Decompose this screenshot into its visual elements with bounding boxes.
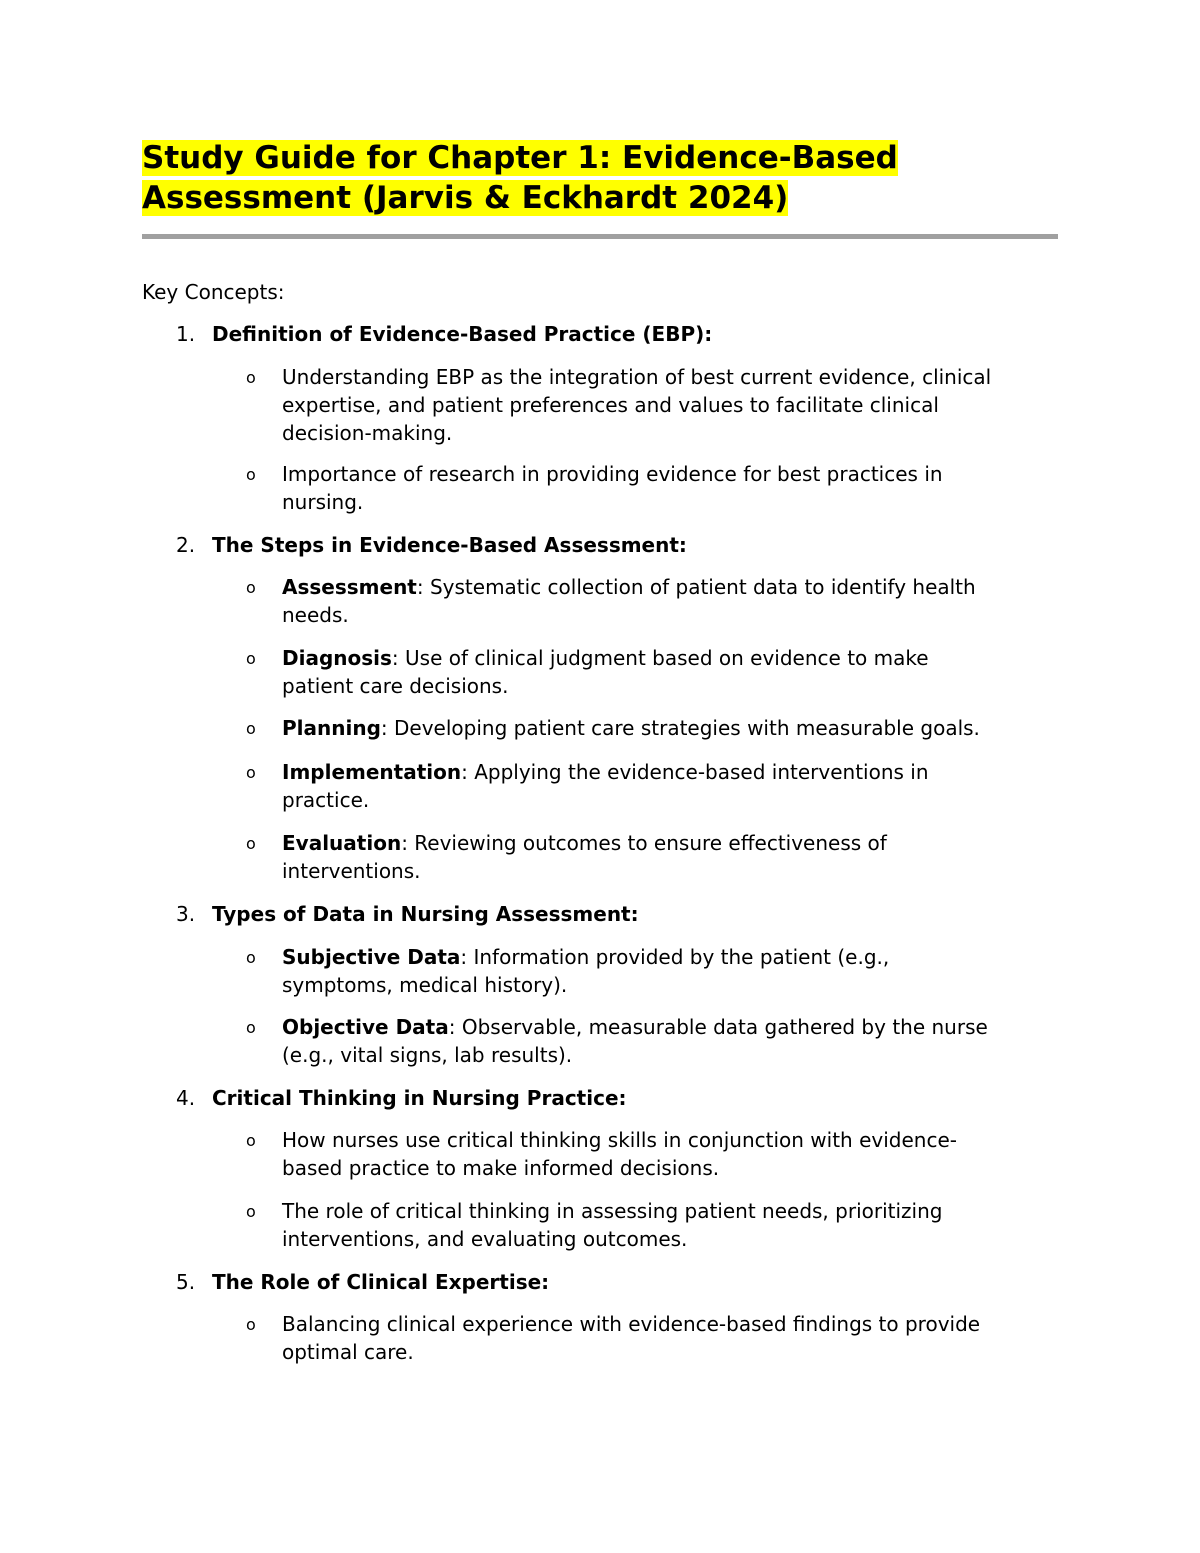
section-number: 4. xyxy=(176,1086,196,1110)
section-heading: The Role of Clinical Expertise: xyxy=(212,1270,550,1294)
bullet-icon: o xyxy=(246,649,256,668)
list-item xyxy=(282,573,1062,629)
item-term: Implementation xyxy=(282,760,462,784)
item-term: Evaluation xyxy=(282,831,402,855)
item-line: Balancing clinical experience with evidence-based findings to provide xyxy=(282,1312,981,1336)
title-line-1: Study Guide for Chapter 1: Evidence-Based xyxy=(142,140,898,176)
item-line: decision-making. xyxy=(282,421,453,445)
item-line: : Applying the evidence-based interventions in xyxy=(461,760,929,784)
list-item xyxy=(282,758,1062,814)
item-line: symptoms, medical history). xyxy=(282,973,568,997)
bullet-icon: o xyxy=(246,578,256,597)
item-line: : Reviewing outcomes to ensure effectiveness of xyxy=(401,831,887,855)
page-title xyxy=(142,138,1042,218)
item-line: needs. xyxy=(282,603,349,627)
section-heading: Critical Thinking in Nursing Practice: xyxy=(212,1086,627,1110)
section-heading: The Steps in Evidence-Based Assessment: xyxy=(212,533,687,557)
item-line: : Systematic collection of patient data to identify health xyxy=(416,575,976,599)
bullet-icon: o xyxy=(246,1131,256,1150)
bullet-icon: o xyxy=(246,834,256,853)
bullet-icon: o xyxy=(246,1018,256,1037)
bullet-icon: o xyxy=(246,1315,256,1334)
list-item xyxy=(282,363,1062,447)
item-line: : Observable, measurable data gathered by the nurse xyxy=(448,1015,988,1039)
list-item xyxy=(282,943,1062,999)
item-term: Subjective Data xyxy=(282,945,461,969)
list-item xyxy=(282,460,1062,516)
list-item xyxy=(282,1126,1062,1182)
list-item xyxy=(282,829,1062,885)
item-line: The role of critical thinking in assessing patient needs, prioritizing xyxy=(282,1199,943,1223)
item-line: (e.g., vital signs, lab results). xyxy=(282,1043,573,1067)
item-term: Diagnosis xyxy=(282,646,392,670)
item-line: : Use of clinical judgment based on evidence to make xyxy=(391,646,929,670)
item-line: interventions, and evaluating outcomes. xyxy=(282,1227,688,1251)
item-line: based practice to make informed decisions. xyxy=(282,1156,720,1180)
item-line: : Developing patient care strategies with measurable goals. xyxy=(380,716,980,740)
item-term: Planning xyxy=(282,716,381,740)
bullet-icon: o xyxy=(246,719,256,738)
title-line-2: Assessment (Jarvis & Eckhardt 2024) xyxy=(142,180,789,216)
section-number: 3. xyxy=(176,902,196,926)
bullet-icon: o xyxy=(246,465,256,484)
section-number: 5. xyxy=(176,1270,196,1294)
item-line: nursing. xyxy=(282,490,364,514)
item-line: Understanding EBP as the integration of best current evidence, clinical xyxy=(282,365,992,389)
section-heading: Definition of Evidence-Based Practice (EBP): xyxy=(212,322,713,346)
item-line: patient care decisions. xyxy=(282,674,509,698)
item-line: interventions. xyxy=(282,859,421,883)
item-line: expertise, and patient preferences and values to facilitate clinical xyxy=(282,393,939,417)
item-line: optimal care. xyxy=(282,1340,414,1364)
list-item xyxy=(282,644,1062,700)
section-number: 2. xyxy=(176,533,196,557)
bullet-icon: o xyxy=(246,948,256,967)
item-line: : Information provided by the patient (e.g., xyxy=(460,945,890,969)
item-term: Assessment xyxy=(282,575,417,599)
title-divider xyxy=(142,234,1058,239)
bullet-icon: o xyxy=(246,368,256,387)
bullet-icon: o xyxy=(246,1202,256,1221)
item-line: practice. xyxy=(282,788,370,812)
item-term: Objective Data xyxy=(282,1015,449,1039)
list-item xyxy=(282,1013,1062,1069)
key-concepts-label: Key Concepts: xyxy=(142,280,285,304)
list-item xyxy=(282,1197,1062,1253)
list-item xyxy=(282,1310,1062,1366)
list-item xyxy=(282,714,1062,742)
section-heading: Types of Data in Nursing Assessment: xyxy=(212,902,639,926)
bullet-icon: o xyxy=(246,763,256,782)
item-line: Importance of research in providing evidence for best practices in xyxy=(282,462,943,486)
section-number: 1. xyxy=(176,322,196,346)
item-line: How nurses use critical thinking skills in conjunction with evidence- xyxy=(282,1128,957,1152)
